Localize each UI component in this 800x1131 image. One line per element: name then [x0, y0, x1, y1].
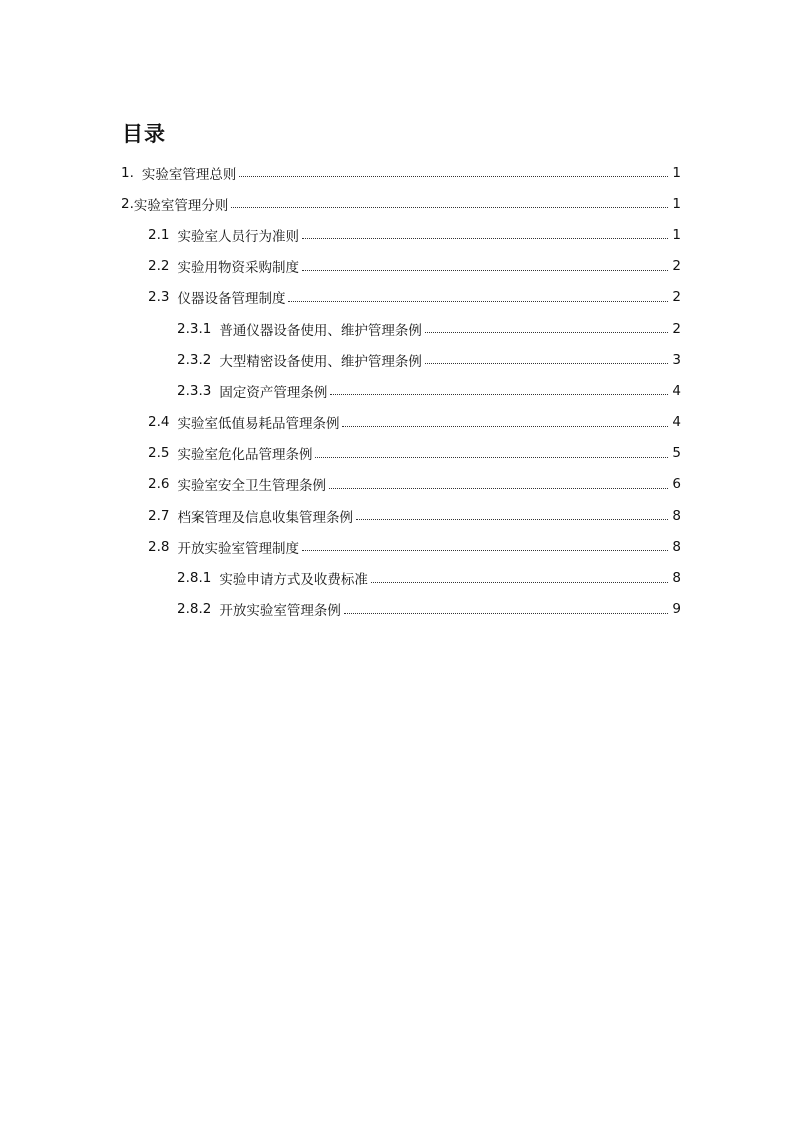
- toc-entry-number: 2.1: [148, 226, 170, 243]
- toc-entry-label: 实验室管理分则: [133, 197, 229, 214]
- toc-entry[interactable]: [177, 375, 681, 406]
- toc-entry-page: 2: [672, 289, 681, 306]
- toc-entry-page: 4: [672, 382, 681, 399]
- toc-entry-label: 档案管理及信息收集管理条例: [177, 509, 353, 526]
- toc-entry-number: 2.8.1: [177, 570, 212, 587]
- toc-dot-leader: [344, 613, 668, 614]
- toc-entry-label: 固定资产管理条例: [219, 384, 328, 401]
- toc-entry-number: 2.2: [148, 258, 170, 275]
- toc-dot-leader: [288, 301, 668, 302]
- toc-entry-number: 2.4: [148, 414, 170, 431]
- toc-entry-page: 1: [672, 164, 681, 181]
- toc-title: 目录: [122, 122, 166, 146]
- toc-entry-label: 实验室人员行为准则: [177, 228, 299, 245]
- toc-entry-label: 开放实验室管理条例: [219, 603, 341, 620]
- toc-entry-page: 1: [672, 195, 681, 212]
- toc-entry[interactable]: [148, 407, 681, 438]
- toc-list: [0, 157, 800, 625]
- toc-entry-label: 实验室安全卫生管理条例: [177, 478, 326, 495]
- toc-entry-page: 8: [672, 538, 681, 555]
- toc-entry[interactable]: [148, 282, 681, 313]
- toc-entry-label: 实验室危化品管理条例: [177, 447, 313, 464]
- toc-entry-page: 9: [672, 601, 681, 618]
- toc-entry[interactable]: [177, 594, 681, 625]
- toc-entry-label: 普通仪器设备使用、维护管理条例: [219, 322, 422, 339]
- toc-entry-page: 2: [672, 320, 681, 337]
- toc-dot-leader: [425, 363, 668, 364]
- toc-entry[interactable]: [121, 157, 681, 188]
- toc-entry-number: 2.3: [148, 289, 170, 306]
- toc-dot-leader: [302, 270, 668, 271]
- toc-entry[interactable]: [148, 438, 681, 469]
- toc-entry[interactable]: [121, 188, 681, 219]
- toc-dot-leader: [329, 488, 668, 489]
- toc-entry-number: 2.7: [148, 507, 170, 524]
- toc-entry[interactable]: [148, 469, 681, 500]
- toc-entry-page: 5: [672, 445, 681, 462]
- toc-entry-label: 实验室管理总则: [141, 166, 237, 183]
- toc-dot-leader: [330, 394, 668, 395]
- toc-entry-number: 2.3.3: [177, 382, 212, 399]
- toc-entry-number: 2.6: [148, 476, 170, 493]
- toc-entry[interactable]: [148, 500, 681, 531]
- toc-entry-number: 2.8.2: [177, 601, 212, 618]
- toc-entry[interactable]: [177, 313, 681, 344]
- toc-entry-page: 3: [672, 351, 681, 368]
- toc-entry-number: 2.5: [148, 445, 170, 462]
- toc-entry-page: 4: [672, 414, 681, 431]
- toc-entry-label: 实验用物资采购制度: [177, 260, 299, 277]
- toc-entry-number: 2.8: [148, 538, 170, 555]
- toc-entry-page: 2: [672, 258, 681, 275]
- toc-entry-number: 2.3.1: [177, 320, 212, 337]
- toc-entry-page: 6: [672, 476, 681, 493]
- toc-dot-leader: [239, 176, 668, 177]
- toc-entry-page: 8: [672, 570, 681, 587]
- toc-dot-leader: [371, 582, 668, 583]
- toc-entry-label: 仪器设备管理制度: [177, 291, 286, 308]
- toc-entry-page: 1: [672, 226, 681, 243]
- toc-entry[interactable]: [177, 562, 681, 593]
- toc-dot-leader: [425, 332, 668, 333]
- toc-entry-number: 1.: [121, 164, 134, 181]
- toc-dot-leader: [342, 426, 668, 427]
- toc-entry[interactable]: [148, 251, 681, 282]
- toc-dot-leader: [356, 519, 668, 520]
- toc-entry[interactable]: [177, 344, 681, 375]
- toc-dot-leader: [231, 207, 668, 208]
- toc-entry[interactable]: [148, 219, 681, 250]
- toc-entry[interactable]: [148, 531, 681, 562]
- toc-entry-label: 大型精密设备使用、维护管理条例: [219, 353, 422, 370]
- toc-dot-leader: [302, 238, 668, 239]
- toc-entry-page: 8: [672, 507, 681, 524]
- toc-entry-label: 实验申请方式及收费标准: [219, 572, 368, 589]
- toc-entry-number: 2.3.2: [177, 351, 212, 368]
- toc-entry-label: 实验室低值易耗品管理条例: [177, 416, 340, 433]
- toc-dot-leader: [302, 550, 668, 551]
- toc-entry-number: 2.: [121, 195, 134, 212]
- toc-dot-leader: [315, 457, 668, 458]
- toc-entry-label: 开放实验室管理制度: [177, 540, 299, 557]
